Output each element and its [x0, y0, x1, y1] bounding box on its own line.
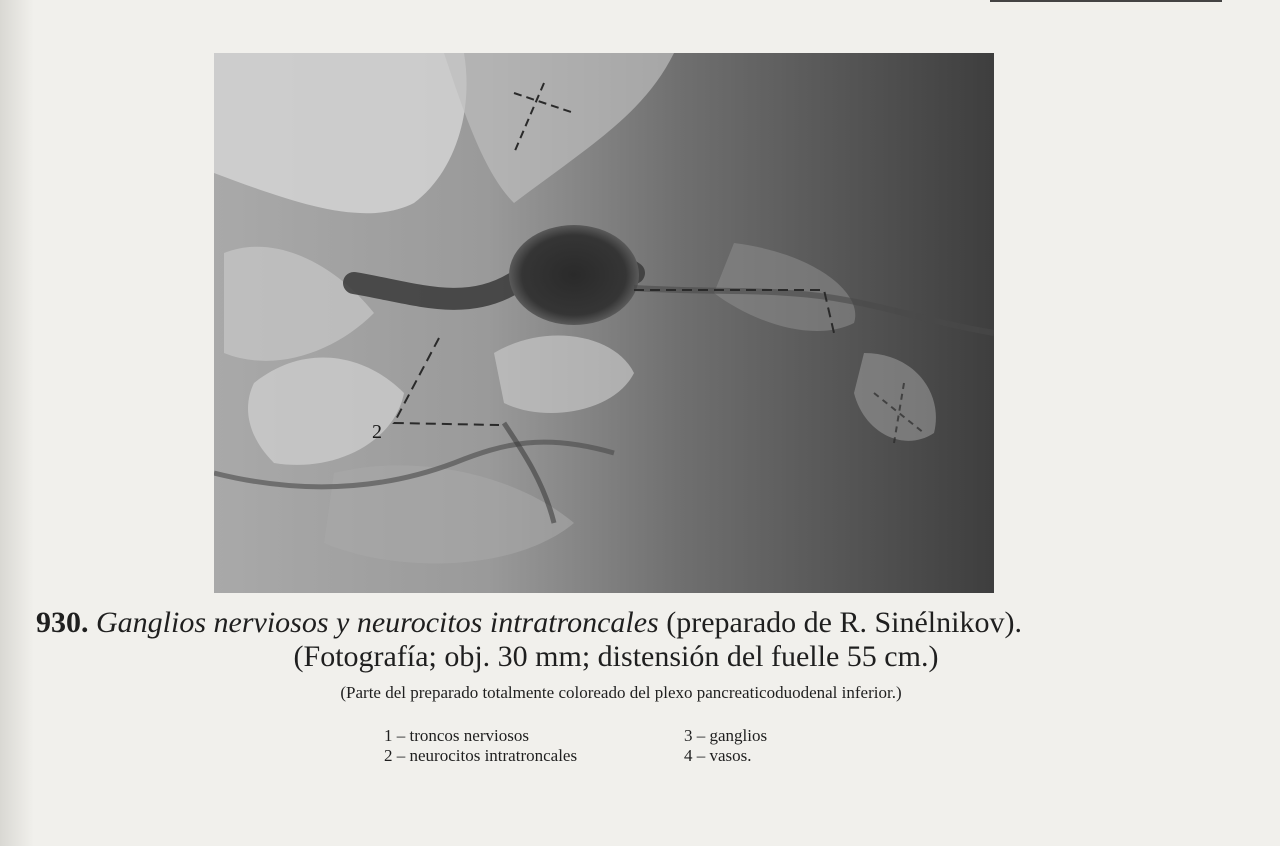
figure-number: 930.	[36, 606, 89, 639]
caption-title-line	[36, 606, 1186, 640]
top-rule	[990, 0, 1222, 2]
page-edge-shadow	[0, 0, 34, 846]
photo-note: (Fotografía; obj. 30 mm; distensión del fuelle 55 cm.)	[293, 640, 939, 673]
microscope-photo	[214, 53, 994, 593]
figure-legend	[384, 726, 824, 766]
legend-item: 4 – vasos.	[684, 746, 752, 765]
figure-caption	[36, 606, 1186, 704]
preparation-note: (preparado de R. Sinélnikov).	[666, 606, 1022, 639]
photo-label-2: 2	[372, 421, 382, 443]
figure-title: Ganglios nerviosos y neurocitos intratroncales	[96, 606, 659, 639]
legend-item: 3 – ganglios	[684, 726, 768, 745]
legend-item: 1 – troncos nerviosos	[384, 726, 529, 745]
preparation-subnote: (Parte del preparado totalmente coloreado del plexo pancreaticoduodenal inferior.)	[340, 683, 902, 702]
legend-item: 2 – neurocitos intratroncales	[384, 746, 578, 765]
